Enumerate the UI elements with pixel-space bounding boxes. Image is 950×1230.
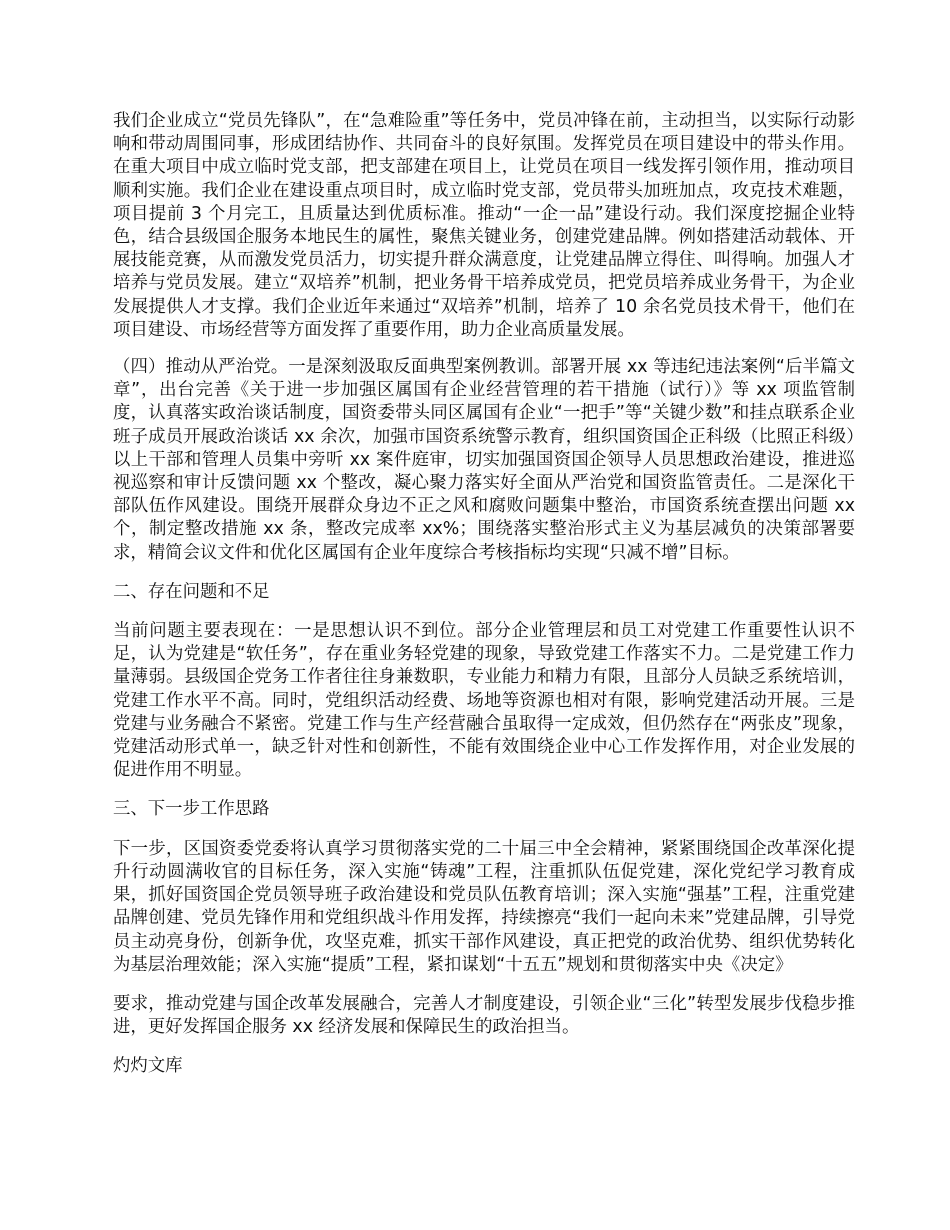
source-footer: 灼灼文库 [113, 1056, 183, 1077]
paragraph-current-problems: 当前问题主要表现在：一是思想认识不到位。部分企业管理层和员工对党建工作重要性认识不足，认为党建是“软任务”，存在重业务轻党建的现象，导致党建工作落实不力。二是党建工作力量薄弱。县级国企党务工作者往往身兼数职，专业能力和精力有限，且部分人员缺乏系统培训，党建工作水平不高。同时，党组织活动经费、场地等资源也相对有限，影响党建活动开展。三是党建与业务融合不紧密。党建工作与生产经营融合虽取得一定成效，但仍然存在“两张皮”现象，党建活动形式单一，缺乏针对性和创新性，不能有效围绕企业中心工作发挥作用，对企业发展的促进作用不明显。 [113, 621, 855, 781]
paragraph-requirements: 要求，推动党建与国企改革发展融合，完善人才制度建设，引领企业“三化”转型发展步伐稳步推进，更好发挥国企服务 xx 经济发展和保障民生的政治担当。 [113, 993, 855, 1038]
paragraph-next-steps: 下一步，区国资委党委将认真学习贯彻落实党的二十届三中全会精神，紧紧围绕国企改革深化提升行动圆满收官的目标任务，深入实施“铸魂”工程，注重抓队伍促党建，深化党纪学习教育成果，抓好国资国企党员领导班子政治建设和党员队伍教育培训；深入实施“强基”工程，注重党建品牌创建、党员先锋作用和党组织战斗作用发挥，持续擦亮“我们一起向未来”党建品牌，引导党员主动亮身份，创新争优，攻坚克难，抓实干部作风建设，真正把党的政治优势、组织优势转化为基层治理效能；深入实施“提质”工程，紧扣谋划“十五五”规划和贯彻落实中央《决定》 [113, 838, 855, 975]
document-body [113, 110, 855, 1095]
section-heading-problems: 二、存在问题和不足 [113, 581, 270, 602]
section-heading-next-steps: 三、下一步工作思路 [113, 799, 270, 820]
paragraph-party-vanguard: 我们企业成立“党员先锋队”，在“急难险重”等任务中，党员冲锋在前，主动担当，以实际行动影响和带动周围同事，形成团结协作、共同奋斗的良好氛围。发挥党员在项目建设中的带头作用。在重大项目中成立临时党支部，把支部建在项目上，让党员在项目一线发挥引领作用，推动项目顺利实施。我们企业在建设重点项目时，成立临时党支部，党员带头加班加点，攻克技术难题，项目提前 3 个月完工，且质量达到优质标准。推动“一企一品”建设行动。我们深度挖掘企业特色，结合县级国企服务本地民生的属性，聚焦关键业务，创建党建品牌。例如搭建活动载体、开展技能竞赛，从而激发党员活力，切实提升群众满意度，让党建品牌立得住、叫得响。加强人才培养与党员发展。建立“双培养”机制，把业务骨干培养成党员，把党员培养成业务骨干，为企业发展提供人才支撑。我们企业近年来通过“双培养”机制，培养了 10 余名党员技术骨干，他们在项目建设、市场经营等方面发挥了重要作用，助力企业高质量发展。 [113, 111, 855, 340]
paragraph-strict-governance: （四）推动从严治党。一是深刻汲取反面典型案例教训。部署开展 xx 等违纪违法案例“后半篇文章”，出台完善《关于进一步加强区属国有企业经营管理的若干措施（试行）》等 xx 项监管制度，认真落实政治谈话制度，国资委带头同区属国有企业“一把手”等“关键少数”和挂点联系企业班子成员开展政治谈话 xx 余次，加强市国资系统警示教育，组织国资国企正科级（比照正科级）以上干部和管理人员集中旁听 xx 案件庭审，切实加强国资国企领导人员思想政治建设，推进巡视巡察和审计反馈问题 xx 个整改，凝心聚力落实好全面从严治党和国资监管责任。二是深化干部队伍作风建设。围绕开展群众身边不正之风和腐败问题集中整治，市国资系统查摆出问题 xx 个，制定整改措施 xx 条，整改完成率 xx%；围绕落实整治形式主义为基层减负的决策部署要求，精简会议文件和优化区属国有企业年度综合考核指标均实现“只减不增”目标。 [113, 357, 855, 563]
